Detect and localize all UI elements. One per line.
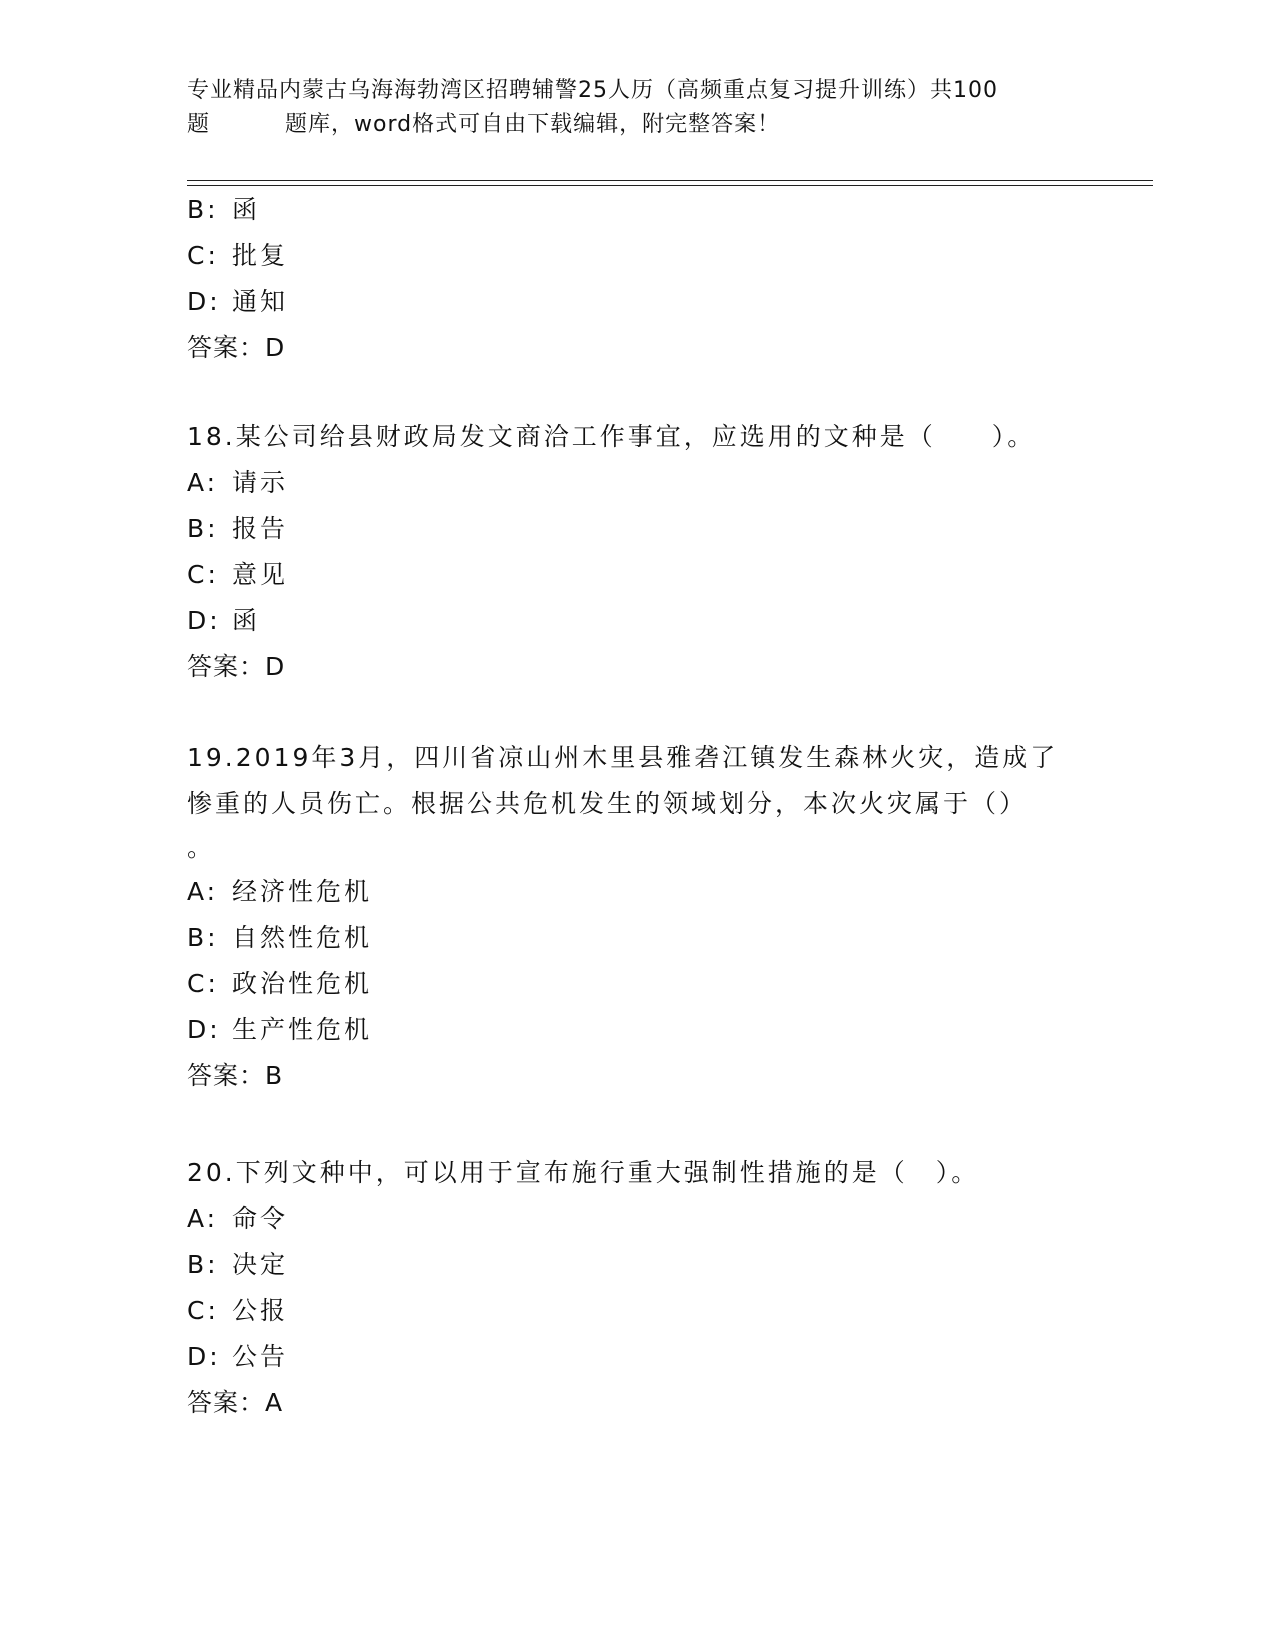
- question-20: [187, 1150, 1087, 1426]
- option-b: B: 自然性危机: [187, 923, 373, 952]
- header-rule-top: [187, 180, 1153, 181]
- question-text-line-1: 19.2019年3月，四川省凉山州木里县雅砻江镇发生森林火灾，造成了: [187, 743, 1059, 772]
- header-line-1: 专业精品内蒙古乌海海勃湾区招聘辅警25人历（高频重点复习提升训练）共100: [187, 78, 998, 103]
- question-text-line-2: 惨重的人员伤亡。根据公共危机发生的领域划分，本次火灾属于（）: [187, 789, 1028, 818]
- option-c: C: 意见: [187, 560, 289, 589]
- header-rule-bottom: [187, 185, 1153, 186]
- answer: 答案：D: [187, 652, 286, 681]
- document-header: [187, 74, 1067, 142]
- question-text: 20.下列文种中，可以用于宣布施行重大强制性措施的是（ ）。: [187, 1158, 980, 1187]
- option-d: D: 生产性危机: [187, 1015, 373, 1044]
- option-a: A: 经济性危机: [187, 877, 373, 906]
- question-19: [187, 735, 1087, 1099]
- option-c: C: 批复: [187, 241, 289, 270]
- option-a: A: 请示: [187, 468, 289, 497]
- answer: 答案：A: [187, 1388, 284, 1417]
- option-b: B: 函: [187, 195, 261, 224]
- option-d: D: 函: [187, 606, 261, 635]
- option-c: C: 公报: [187, 1296, 289, 1325]
- question-18: [187, 414, 1087, 690]
- question-text: 18.某公司给县财政局发文商洽工作事宜，应选用的文种是（ ）。: [187, 422, 1036, 451]
- answer: 答案：B: [187, 1061, 284, 1090]
- option-d: D: 通知: [187, 287, 289, 316]
- question-17-continued: [187, 187, 1087, 371]
- option-b: B: 决定: [187, 1250, 289, 1279]
- question-text-line-3: 。: [187, 833, 216, 862]
- option-c: C: 政治性危机: [187, 969, 373, 998]
- option-a: A: 命令: [187, 1204, 289, 1233]
- option-d: D: 公告: [187, 1342, 289, 1371]
- option-b: B: 报告: [187, 514, 289, 543]
- header-line-2: 题 题库，word格式可自由下载编辑，附完整答案！: [187, 112, 781, 137]
- answer: 答案：D: [187, 333, 286, 362]
